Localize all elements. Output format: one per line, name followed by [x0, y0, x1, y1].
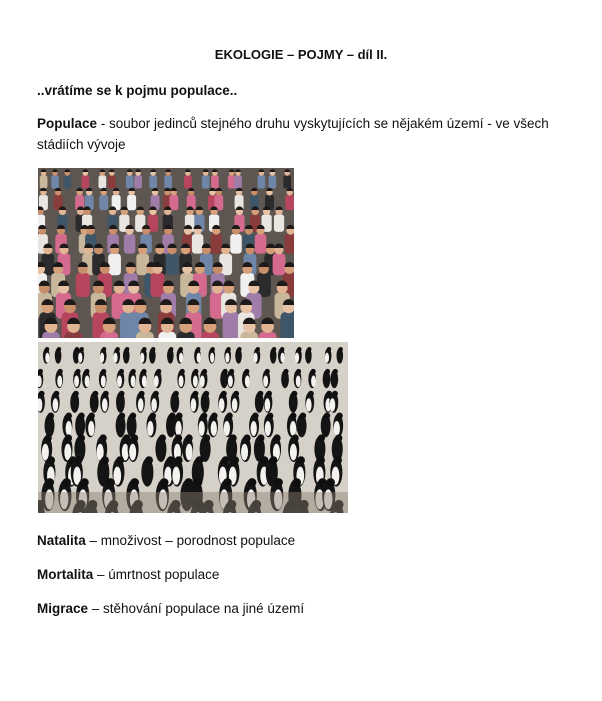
document-title: EKOLOGIE – POJMY – díl II.	[214, 47, 388, 62]
definition-natalita: – množivost – porodnost populace	[85, 533, 296, 548]
definition-mortalita: – úmrtnost populace	[93, 567, 220, 582]
term-populace: Populace	[37, 116, 98, 131]
definition-populace: - soubor jedinců stejného druhu vyskytujících se nějakém území - ve všech stádiích vývoje	[37, 116, 549, 152]
term-mortalita: Mortalita	[37, 567, 94, 582]
crowd-photo	[38, 168, 294, 338]
term-migrace: Migrace	[37, 601, 89, 616]
term-row-migrace	[37, 598, 304, 619]
intro-line: ..vrátíme se k pojmu populace..	[37, 83, 238, 98]
term-natalita: Natalita	[37, 533, 86, 548]
penguin-colony-photo	[38, 342, 348, 513]
population-definition	[37, 113, 567, 155]
definition-migrace: – stěhování populace na jiné území	[88, 601, 305, 616]
term-row-mortalita	[37, 564, 219, 585]
term-row-natalita	[37, 530, 295, 551]
